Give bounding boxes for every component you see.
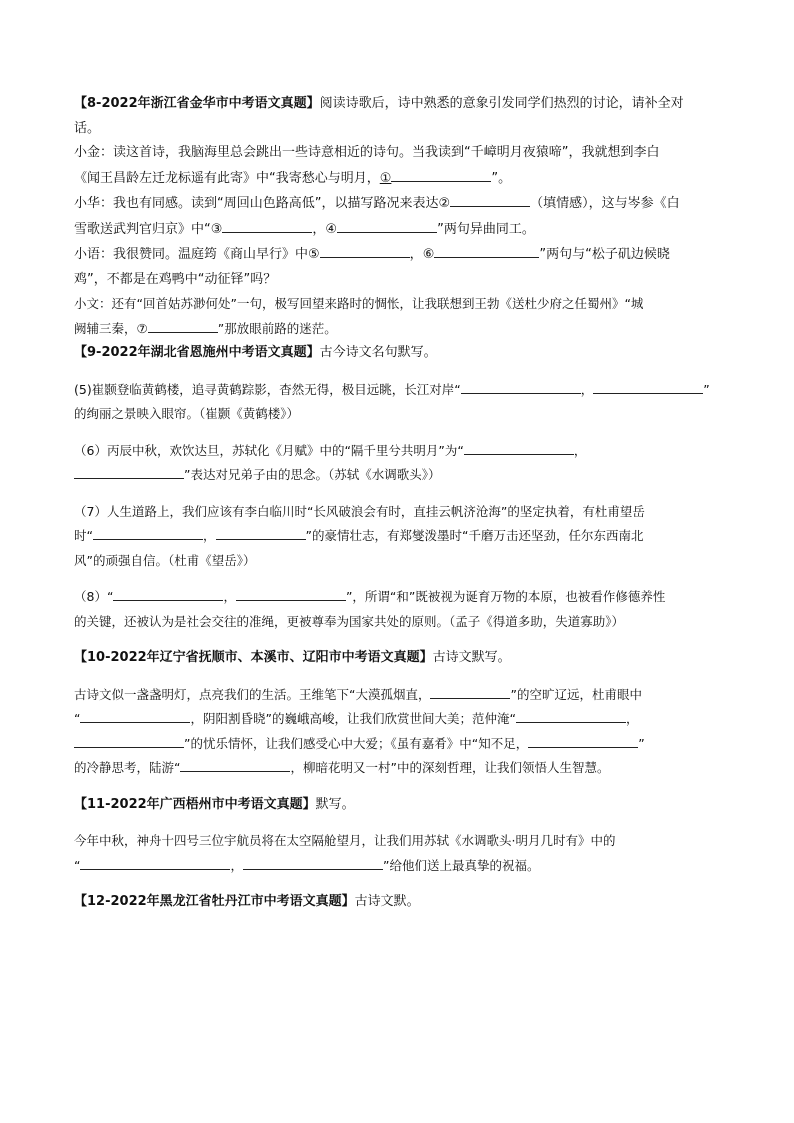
q10-blank-6[interactable] xyxy=(180,756,290,772)
q9-6-blank-b[interactable] xyxy=(74,463,184,479)
q10-blank-4[interactable] xyxy=(74,732,184,748)
dialog-xiaohua: 小华：我也有同感。读到“周回山色路高低”，以描写路况来表达② （填情感），这与岑参《白 xyxy=(74,191,724,217)
q9-8-blank-a[interactable] xyxy=(113,585,223,601)
blank-4-number: ④ xyxy=(325,221,338,237)
dialog-xiaojin-cont: 《闻王昌龄左迁龙标遥有此寄》中“我寄愁心与明月，① ”。 xyxy=(74,166,724,192)
question-10-intro: 【10-2022年辽宁省抚顺市、本溪市、辽阳市中考语文真题】古诗文默写。 xyxy=(74,650,511,665)
question-9-header: 【9-2022年湖北省恩施州中考语文真题】 xyxy=(74,345,320,360)
q9-item-7-cont: 时“ ， ”的豪情壮志，有郑燮泼墨时“千磨万击还坚劲，任尔东西南北 xyxy=(74,524,724,549)
question-12-intro: 【12-2022年黑龙江省牡丹江市中考语文真题】古诗文默。 xyxy=(74,894,420,909)
dialog-xiaohua-cont: 雪歌送武判官归京》中“③ ，④ ”两句异曲同工。 xyxy=(74,217,724,243)
q9-7-blank-a[interactable] xyxy=(93,524,203,540)
q9-5-blank-b[interactable] xyxy=(593,378,703,394)
q9-6-blank-a[interactable] xyxy=(464,439,574,455)
q10-line-3: ”的忧乐情怀，让我们感受心中大爱；《虽有嘉肴》中“知不足， ” xyxy=(74,732,724,757)
q10-line-4: 的冷静思考，陆游“ ，柳暗花明又一村”中的深刻哲理，让我们领悟人生智慧。 xyxy=(74,756,724,781)
blank-3-number: ③ xyxy=(210,221,223,237)
dialog-xiaojin: 小金：读这首诗，我脑海里总会跳出一些诗意相近的诗句。当我读到“千嶂明月夜猿啼”，我就想到李白 xyxy=(74,145,660,160)
dialog-xiaowen: 小文：还有“回首姑苏渺何处”一句，极写回望来路时的惆怅，让我联想到王勃《送杜少府之任蜀州》“城 xyxy=(74,296,644,311)
q9-item-8: （8）“ ， ”，所谓“和”既被视为诞育万物的本原，也被看作修德养性 xyxy=(74,585,724,610)
q9-7-blank-b[interactable] xyxy=(216,524,306,540)
dialog-xiaoyu: 小语：我很赞同。温庭筠《商山早行》中⑤ ，⑥ ”两句与“松子矶边候晓 xyxy=(74,242,724,268)
answer-blank-2[interactable] xyxy=(450,191,530,207)
q10-blank-5[interactable] xyxy=(528,732,638,748)
question-9-intro: 【9-2022年湖北省恩施州中考语文真题】古今诗文名句默写。 xyxy=(74,345,437,360)
dialog-xiaowen-cont: 阙辅三秦，⑦ ”那放眼前路的迷茫。 xyxy=(74,317,724,342)
question-11-header: 【11-2022年广西梧州市中考语文真题】 xyxy=(74,796,316,812)
q9-5-blank-a[interactable] xyxy=(461,378,581,394)
answer-blank-4[interactable] xyxy=(337,217,437,233)
q10-line-1: 古诗文似一盏盏明灯，点亮我们的生活。王维笔下“大漠孤烟直， ”的空旷辽远，杜甫眼中 xyxy=(74,683,724,708)
q11-line-2: “ ， ”给他们送上最真挚的祝福。 xyxy=(74,854,724,879)
q9-item-5-cont: 的绚丽之景映入眼帘。（崔颢《黄鹤楼》） xyxy=(74,406,300,421)
answer-blank-7[interactable] xyxy=(148,317,218,333)
answer-blank-1[interactable] xyxy=(391,166,491,182)
q10-line-2: “ ，阴阳割昏晓”的巍峨高峻，让我们欣赏世间大美；范仲淹“ ， xyxy=(74,707,724,732)
question-11-intro: 【11-2022年广西梧州市中考语文真题】默写。 xyxy=(74,796,355,812)
document-page xyxy=(74,92,724,915)
q10-blank-2[interactable] xyxy=(80,707,190,723)
blank-1-number: ① xyxy=(379,170,392,186)
question-8-header: 【8-2022年浙江省金华市中考语文真题】 xyxy=(74,96,320,111)
q9-item-6: （6）丙辰中秋，欢饮达旦，苏轼化《月赋》中的“隔千里兮共明月”为“ ， xyxy=(74,439,724,464)
q10-blank-1[interactable] xyxy=(430,683,510,699)
q9-item-7: （7）人生道路上，我们应该有李白临川时“长风破浪会有时，直挂云帆济沧海”的坚定执着，有杜甫望岳 xyxy=(74,503,645,519)
question-8-intro-cont: 话。 xyxy=(74,120,101,136)
q11-line-1: 今年中秋，神舟十四号三位宇航员将在太空隔舱望月，让我们用苏轼《水调歌头·明月几时有》中的 xyxy=(74,833,616,848)
blank-2-number: ② xyxy=(438,196,451,211)
answer-blank-6[interactable] xyxy=(434,242,539,258)
q10-blank-3[interactable] xyxy=(516,707,626,723)
q11-blank-1[interactable] xyxy=(80,854,230,870)
q9-8-blank-b[interactable] xyxy=(236,585,346,601)
q9-item-6-cont: ”表达对兄弟子由的思念。（苏轼《水调歌头》） xyxy=(74,463,724,488)
q9-item-7-cont2: 风”的顽强自信。（杜甫《望岳》） xyxy=(74,552,256,568)
answer-blank-5[interactable] xyxy=(320,242,410,258)
blank-5-number: ⑤ xyxy=(308,247,320,262)
answer-blank-3[interactable] xyxy=(222,217,312,233)
q9-item-8-cont: 的关键，还被认为是社会交往的准绳，更被尊奉为国家共处的原则。（孟子《得道多助，失道寡助》） xyxy=(74,613,625,629)
question-8-intro: 【8-2022年浙江省金华市中考语文真题】阅读诗歌后，诗中熟悉的意象引发同学们热烈的讨论，请补全对 xyxy=(74,96,684,111)
dialog-xiaoyu-cont: 鸡”，不都是在鸡鸭中“动征铎”吗？ xyxy=(74,271,277,287)
question-10-header: 【10-2022年辽宁省抚顺市、本溪市、辽阳市中考语文真题】 xyxy=(74,650,433,665)
q9-item-5: (5)崔颢登临黄鹤楼，追寻黄鹤踪影，杳然无得，极目远眺，长江对岸“ ， ” xyxy=(74,378,724,403)
blank-6-number: ⑥ xyxy=(422,247,435,262)
q11-blank-2[interactable] xyxy=(243,854,383,870)
blank-7-number: ⑦ xyxy=(136,320,148,336)
question-12-header: 【12-2022年黑龙江省牡丹江市中考语文真题】 xyxy=(74,894,355,909)
